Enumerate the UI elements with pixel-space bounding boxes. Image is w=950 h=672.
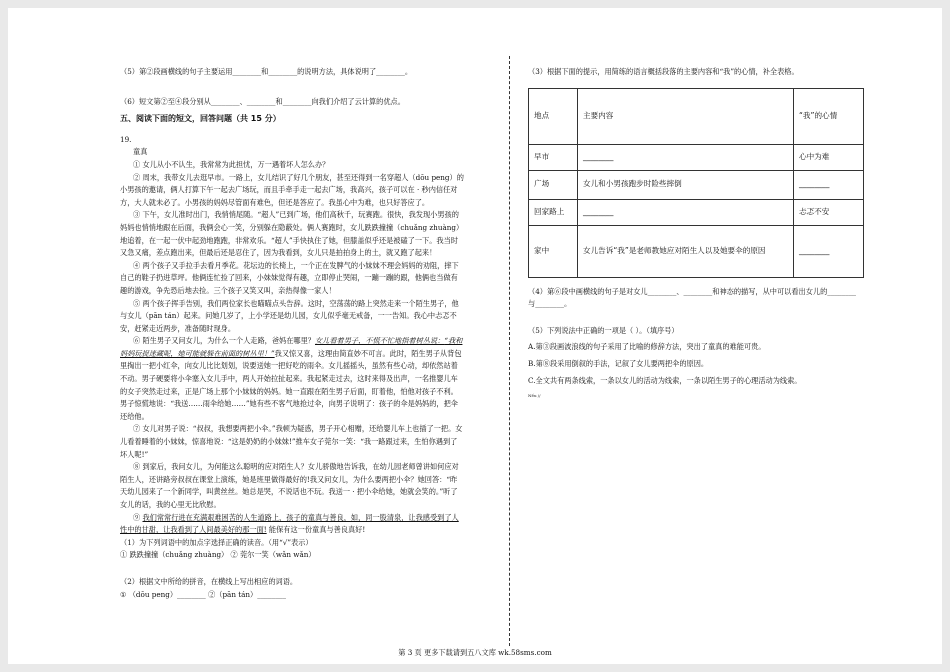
blank-cell: ________: [578, 144, 794, 170]
table-row: 家中 女儿告诉“我”是老师教她应对陌生人以及她要伞的原因 ________: [529, 225, 864, 277]
question-5: （5）第②段画横线的句子主要运用________和________的说明方法，具体说明了________。: [120, 67, 413, 76]
question-5-right: （5）下列说法中正确的一项是（ ）。（填序号）: [528, 325, 679, 335]
section-heading: 五、阅读下面的短文，回答问题（共 15 分）: [120, 114, 281, 124]
question-number: 19.: [120, 134, 132, 144]
left-column: [120, 66, 464, 601]
blank-cell: ________: [794, 225, 864, 277]
exam-page: [8, 8, 942, 664]
paragraph-2: ② 周末，我带女儿去逛早市。一路上，女儿结识了好几个朋友，甚至还得到一名穿超人（dōu peng）的小男孩的邀请，俩人打算下午一起去广场玩，而且手牵手走一起去广场，我高兴，孩子可以在 · 秒内信任对方，大人就未必了。小男孩的妈妈尽管面有难色，但还是答应了。我虽心中为难，也只好答应了。: [120, 172, 464, 207]
subquestion-1: （1）为下列词语中的加点字选择正确的读音。（用“√”表示）: [120, 537, 313, 547]
right-column: [528, 66, 862, 399]
paragraph-4: ④ 两个孩子又手拉手去看月季花。花坛边的长椅上，一个正在发脾气的小妹妹不理会妈妈的劝阻，摔下自己的鞋子扔进草坪。他俩连忙捡了回来，小妹妹觉得有趣，立即停止哭闹，一蹦一蹦的跟，他俩也当做有趣的游戏，争先恐后地去捡。三个孩子又笑又叫，亲热得像一家人！: [120, 260, 459, 295]
summary-table: [528, 88, 864, 278]
paragraph-3: ③ 下午，女儿准时出门，我悄悄尾随。“超人”已到广场，他们高秋千，玩赛跑。很快，我发现小男孩的妈妈也悄悄地跟在后面，我俩会心一笑，分别躲在隐蔽处。俩人赛跑时，女儿跌跌撞撞（chuǎng zhuàng）地追着，在一起一伏中起劲地跑跑，非常欢乐。“超人”手快执住了她，但膝盖似乎还是被磕了一下。我当时又急又痛，差点跑出来，但最后还是忍住了，因为我看到，女儿只是拍拍身上的土，就又跑了起来！: [120, 210, 464, 258]
paragraph-5: ⑤ 两个孩子挥手告别，我们两位家长也瞄瞄点头告辞。这时，空荡荡的路上突然走来一个陌生男子，他与女儿（pān tán）起来。问她几岁了，上小学还是幼儿园，女儿似乎毫无戒备，一一告知。我心中忐忑不安，赶紧走近两步，准备随时现身。: [120, 298, 459, 333]
tiny-text: Nếu //: [528, 393, 541, 399]
fold-line: [509, 56, 510, 646]
question-6: （6）短文第②至④段分别从________、________和________向我们介绍了云计算的优点。: [120, 96, 405, 106]
subquestion-2: （2）根据文中所给的拼音，在横线上写出相应的词语。: [120, 576, 298, 586]
wavy-underlined-sentence: 我们常常行进在充满艰难困苦的人生道路上，孩子的童真与善良，如，同一股清泉，让我感受到了人性中的甘甜，让我看到了人间最美好的那一面!: [120, 512, 459, 535]
blank-cell: ________: [794, 170, 864, 199]
option-c: C.全文共有两条线索，一条以女儿的活动为线索，一条以陌生男子的心理活动为线索。: [528, 375, 802, 385]
table-row: 回家路上 ________ 忐忑不安: [529, 199, 864, 225]
page-footer: 第 3 页 更多下载请到五八文库 wk.58sms.com: [398, 648, 552, 657]
question-4: （4）第⑥段中画横线的句子是对女儿________、________和神态的描写，从中可以看出女儿的________与________。: [528, 286, 857, 309]
table-header-row: 地点 主要内容 “我”的心情: [529, 88, 864, 144]
paragraph-7: ⑦ 女儿对男子说：“叔叔，我想要两把小伞。”我顿为疑惑，男子开心相赠，还给婴儿车上也插了一把。女儿看着睡着的小妹妹，惊喜地说：“这是奶奶的小妹妹!”推车女子莞尔一笑：“我一路跟过来，生怕你遇到了坏人呢!”: [120, 424, 463, 459]
option-b: B.第⑧段采用倒叙的手法，记叙了女儿要两把伞的原因。: [528, 358, 709, 368]
question-3: （3）根据下面的提示，用简练的语言概括段落的主要内容和“我”的心情，补全表格。: [528, 67, 799, 76]
underlined-quote: “我和妈妈玩捉迷藏呢，她可能就躲在前面的树丛里！”: [120, 336, 463, 358]
table-row: 早市 ________ 心中为难: [529, 144, 864, 170]
paragraph-9: ⑨ 我们常常行进在充满艰难困苦的人生道路上，孩子的童真与善良，如，同一股清泉，让我感受到了人性中的甘甜，让我看到了人间最美好的那一面! 能保有这一份童真与善良真好!: [120, 512, 459, 535]
option-a: A.第③段画波浪线的句子采用了比喻的修辞方法，突出了童真的难能可贵。: [528, 342, 766, 352]
subquestion-2-blanks: ① （dōu peng）________ ②（pān tán）________: [120, 589, 286, 599]
subquestion-1-options: ① 跌跌撞撞（chuǎng zhuàng） ② 莞尔一笑（wǎn wǎn）: [120, 550, 316, 560]
blank-cell: ________: [578, 199, 794, 225]
underlined-sentence: 女儿看着男子，不慌不忙地指着树丛说：: [314, 336, 445, 346]
paragraph-8: ⑧ 到家后，我问女儿，为何能这么聪明的应对陌生人？女儿骄傲地告诉我，在幼儿园老师曾讲如何应对陌生人，还讲路旁叔叔在课堂上演练，她是班里做得最好的!我又问女儿，为什么要两把小伞？她回答：“昨天幼儿园来了一个新同学，叫黄丝丝。她总是哭，不说话也不玩。我送一 · 把小伞给她，她就会笑的。”听了女儿的话，我的心里无比欣慰。: [120, 462, 459, 509]
table-row: 广场 女儿和小男孩跑步时险些摔倒 ________: [529, 170, 864, 199]
passage-title: 童真: [133, 147, 148, 157]
paragraph-6: ⑥ 陌生男子又问女儿，为什么一个人走路，爸妈在哪里？女儿看着男子，不慌不忙地指着树丛说：“我和妈妈玩捉迷藏呢，她可能就躲在前面的树丛里！”我又惊又喜，这理由简直妙不可言。此时，陌生男子从背包里掏出一把小红伞，向女儿比比划划，说要送她一把好吃的雨伞。女儿摇摇头，虽然有些心动，却依然站着不动。男子硬要将小伞塞入女儿手中，两人开始拉扯起来。我起紧走过去，这时来得及出声，一名推婴儿车的女子突然走过来，正是广场上那个小妹妹的妈妈。她一直跟在陌生男子后面，盯着他，怕他对孩子不利。男子惊慌地说：“我送……雨伞给她……”她有些不客气地抢过伞，向男子说明了：孩子的伞是妈妈的，把伞还给他。: [120, 336, 463, 421]
paragraph-1: ① 女儿从小不认生，我常常为此担忧，万一遇着坏人怎么办？: [133, 159, 330, 169]
